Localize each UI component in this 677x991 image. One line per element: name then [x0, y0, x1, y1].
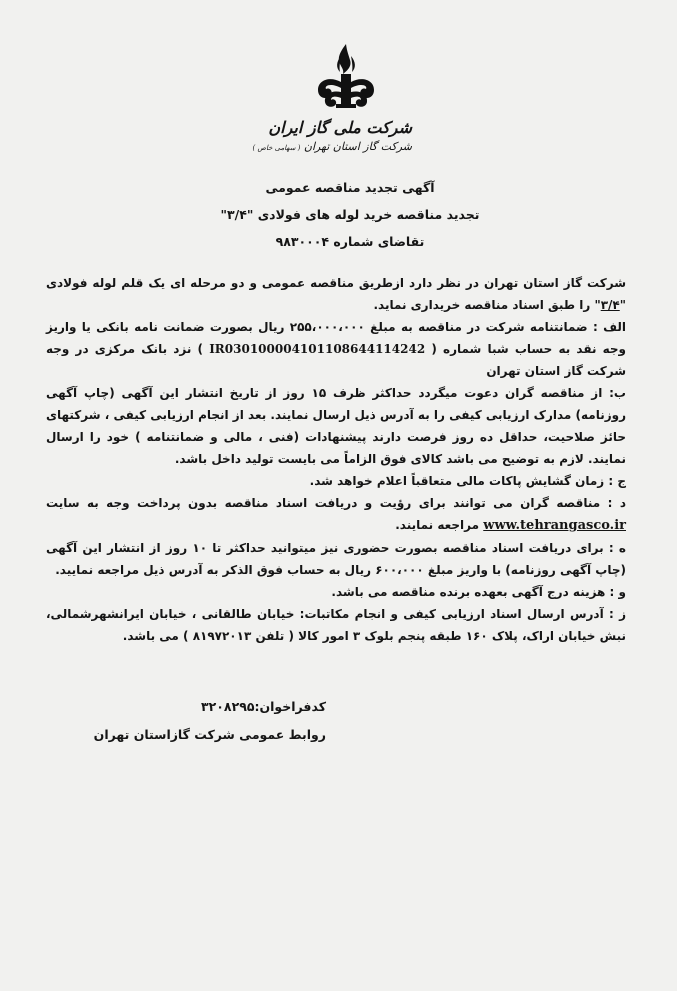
notice-title: آگهی تجدید مناقصه عمومی [265, 180, 435, 195]
request-number: تقاضای شماره ۹۸۳۰۰۰۴ [275, 234, 425, 249]
clause-alef [46, 316, 626, 382]
clause-ze: ز : آدرس ارسال اسناد ارزیابی کیفی و انجام مکاتبات: خیابان طالقانی ، خیابان ایرانشهرشمالی، نبش خیابان اراک، پلاک ۱۶۰ طبقه پنجم بلوک ۳ امور کالا ( تلفن ۸۱۹۷۲۰۱۳ ) می باشد. [46, 607, 626, 643]
intro-text-start: شرکت گاز استان تهران در نظر دارد ازطریق مناقصه عمومی و دو مرحله ای یک قلم لوله فولادی " [46, 276, 626, 312]
notice-body [46, 272, 626, 647]
clause-dal-text-end: مراجعه نمایند. [395, 518, 480, 532]
clause-vav: و : هزینه درج آگهی بعهده برنده مناقصه می باشد. [331, 585, 626, 599]
logo-company-name: شرکت ملی گاز ایران [268, 118, 412, 137]
clause-be: ب: از مناقصه گران دعوت میگردد حداکثر ظرف ۱۵ روز از تاریخ انتشار این آگهی (چاپ آگهی روزنامه) مدارک ارزیابی کیفی را به آدرس ذیل ارسال نمایند. بعد از انجام ارزیابی کیفی ، شرکتهای حائز صلاحیت، حداقل ده روز فرصت دارند پیشنهادات (فنی ، مالی و ضمانتنامه ) خود را ارسال نمایند. لازم به توضیح می باشد کالای فوق الزاماً می بایست تولید داخل باشد. [45, 386, 626, 466]
clause-he: ه : برای دریافت اسناد مناقصه بصورت حضوری نیز میتوانید حداکثر تا ۱۰ روز از انتشار این آگهی (چاپ آگهی روزنامه) با واریز مبلغ ۶۰۰،۰۰۰ ریال به حساب فوق الذکر به آدرس ذیل مراجعه نمایید. [46, 541, 626, 577]
logo-company-type: ( سهامی خاص ) [252, 144, 301, 152]
website-link[interactable]: www.tehrangasco.ir [483, 518, 626, 533]
tender-code: کدفراخوان:۳۲۰۸۲۹۵ [201, 699, 326, 714]
logo-subsidiary-text: شرکت گاز استان تهران [303, 140, 412, 153]
pipe-size: ۳/۴ [600, 298, 620, 312]
logo-subsidiary-name [252, 140, 412, 153]
clause-dal-text-start: د : مناقصه گران می توانند برای رؤیت و دریافت اسناد مناقصه بدون پرداخت وجه به سایت [46, 496, 626, 510]
gas-flame-logo-icon [310, 42, 382, 120]
clause-jim: ج : زمان گشایش پاکات مالی متعاقباً اعلام خواهد شد. [309, 474, 626, 488]
clause-alef-text-start: الف : ضمانتنامه شرکت در مناقصه به مبلغ ۲۵۵،۰۰۰،۰۰۰ ریال بصورت ضمانت نامه بانکی یا واریز وجه نقد به حساب شبا شماره ( [46, 320, 627, 356]
clause-alef-text-end: ) نزد بانک مرکزی در وجه شرکت گاز استان تهران [46, 342, 626, 378]
public-relations-signature: روابط عمومی شرکت گازاستان تهران [93, 727, 326, 742]
intro-paragraph [46, 272, 626, 316]
sheba-account-number: IR030100004101108644114242 [209, 342, 426, 356]
intro-text-end: " را طبق اسناد مناقصه خریداری نماید. [373, 298, 601, 312]
company-logo [252, 42, 416, 172]
clause-dal [46, 492, 626, 537]
notice-subject: تجدید مناقصه خرید لوله های فولادی "۳/۴" [220, 207, 480, 222]
